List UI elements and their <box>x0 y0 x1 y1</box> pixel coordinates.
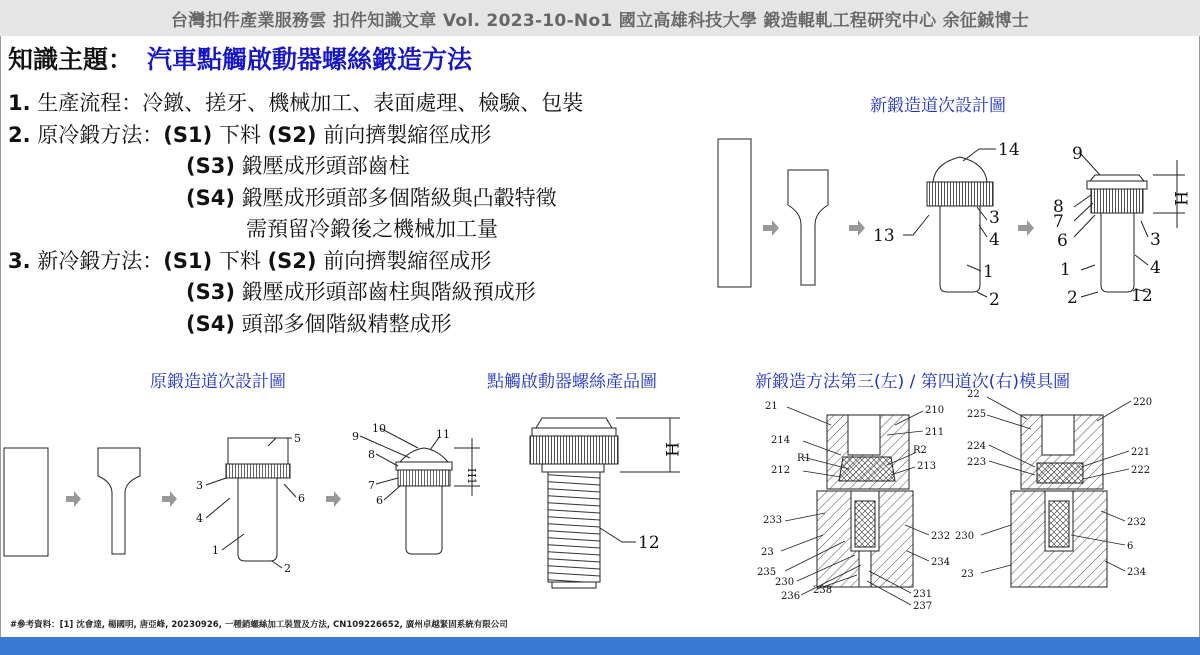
svg-text:R1: R1 <box>797 453 811 464</box>
caption-product: 點觸啟動器螺絲產品圖 <box>487 372 657 392</box>
svg-text:4: 4 <box>196 512 203 525</box>
bottom-bar <box>0 637 1200 655</box>
svg-text:230: 230 <box>775 577 795 588</box>
svg-text:23: 23 <box>761 547 774 558</box>
svg-text:7: 7 <box>1053 212 1064 232</box>
process-line-4: (S4) 鍛壓成形頭部多個階級與凸轂特徵 <box>186 185 557 210</box>
svg-text:2: 2 <box>989 290 1000 310</box>
svg-text:234: 234 <box>1127 567 1147 578</box>
process-line-5: 需預留冷鍛後之機械加工量 <box>246 217 498 241</box>
svg-text:11: 11 <box>436 428 450 441</box>
svg-text:1: 1 <box>983 262 994 282</box>
caption-old-design: 原鍛造道次設計圖 <box>150 372 286 392</box>
svg-text:220: 220 <box>1133 397 1153 408</box>
svg-text:1: 1 <box>1060 260 1071 280</box>
new-forging-sequence-figure <box>715 125 1195 325</box>
svg-text:H: H <box>1170 191 1190 206</box>
process-line-2: 2. 原冷鍛方法：(S1) 下料 (S2) 前向擠製縮徑成形 <box>8 122 492 147</box>
svg-text:6: 6 <box>298 492 305 505</box>
product-drawing-figure <box>520 410 690 595</box>
svg-text:9: 9 <box>1072 144 1083 164</box>
caption-die: 新鍛造方法第三(左) / 第四道次(右)模具圖 <box>755 372 1071 392</box>
svg-text:22: 22 <box>967 389 980 400</box>
svg-text:232: 232 <box>931 531 951 542</box>
svg-text:3: 3 <box>1150 230 1161 250</box>
svg-text:13: 13 <box>873 226 895 246</box>
process-line-8: (S4) 頭部多個階級精整成形 <box>186 311 452 336</box>
svg-text:212: 212 <box>771 465 791 476</box>
process-line-7: (S3) 鍛壓成形頭部齒柱與階級預成形 <box>186 280 536 304</box>
topic-label: 知識主題： <box>8 45 134 74</box>
svg-text:232: 232 <box>1127 517 1147 528</box>
svg-text:10: 10 <box>372 422 386 435</box>
svg-text:2: 2 <box>284 562 291 575</box>
svg-text:214: 214 <box>771 435 791 446</box>
svg-text:230: 230 <box>955 531 975 542</box>
svg-text:236: 236 <box>781 591 801 602</box>
caption-new-design: 新鍛造道次設計圖 <box>870 96 1006 116</box>
svg-text:4: 4 <box>1150 258 1161 278</box>
svg-text:222: 222 <box>1131 465 1151 476</box>
svg-text:12: 12 <box>1131 286 1153 306</box>
svg-text:224: 224 <box>967 441 987 452</box>
svg-text:225: 225 <box>967 409 987 420</box>
svg-text:21: 21 <box>765 401 778 412</box>
svg-text:6: 6 <box>376 494 383 507</box>
svg-text:7: 7 <box>368 479 375 492</box>
billet-shape <box>718 139 751 287</box>
process-line-3: (S3) 鍛壓成形頭部齒柱 <box>186 154 410 178</box>
svg-text:6: 6 <box>1127 541 1134 552</box>
old-billet-shape <box>4 448 48 556</box>
svg-text:211: 211 <box>925 427 945 438</box>
extruded-blank-shape <box>788 170 828 285</box>
svg-text:H: H <box>661 442 681 457</box>
header-banner: 台灣扣件產業服務雲 扣件知識文章 Vol. 2023-10-No1 國立高雄科技大學 鍛造輥軋工程研究中心 余征鋮博士 <box>0 0 1200 36</box>
die-drawing-figure <box>745 385 1195 615</box>
svg-text:237: 237 <box>913 601 933 612</box>
svg-text:3: 3 <box>196 479 203 492</box>
process-line-6: 3. 新冷鍛方法：(S1) 下料 (S2) 前向擠製縮徑成形 <box>8 248 492 273</box>
svg-text:9: 9 <box>352 430 359 443</box>
old-forging-sequence-figure <box>0 418 480 598</box>
svg-text:221: 221 <box>1131 447 1151 458</box>
topic-heading <box>8 40 472 76</box>
svg-text:210: 210 <box>925 405 945 416</box>
svg-text:235: 235 <box>757 567 777 578</box>
svg-text:4: 4 <box>989 230 1000 250</box>
svg-text:213: 213 <box>917 461 937 472</box>
svg-text:231: 231 <box>913 589 933 600</box>
svg-text:23: 23 <box>961 569 974 580</box>
svg-text:12: 12 <box>638 533 660 553</box>
svg-text:3: 3 <box>989 208 1000 228</box>
process-list <box>8 88 583 340</box>
svg-text:1: 1 <box>212 544 219 557</box>
process-line-1: 1. 生產流程：冷鐓、搓牙、機械加工、表面處理、檢驗、包裝 <box>8 91 584 115</box>
svg-text:234: 234 <box>931 557 951 568</box>
svg-text:8: 8 <box>368 448 375 461</box>
svg-text:233: 233 <box>763 515 783 526</box>
svg-text:R2: R2 <box>913 445 927 456</box>
svg-text:223: 223 <box>967 457 987 468</box>
svg-text:238: 238 <box>813 585 833 596</box>
svg-text:8: 8 <box>1053 197 1064 217</box>
svg-text:5: 5 <box>294 432 301 445</box>
s3-dome-shape <box>933 157 987 182</box>
svg-text:2: 2 <box>1067 288 1078 308</box>
topic-value: 汽車點觸啟動器螺絲鍛造方法 <box>147 45 473 74</box>
reference-note: #參考資料：[1] 沈會達, 楊國明, 唐亞峰, 20230926, 一種銷螺絲加工裝置及方法, CN109226652, 廣州卓越緊固系統有限公司 <box>10 620 508 630</box>
svg-text:14: 14 <box>998 140 1020 160</box>
svg-text:H1: H1 <box>465 468 478 485</box>
svg-text:6: 6 <box>1057 231 1068 251</box>
